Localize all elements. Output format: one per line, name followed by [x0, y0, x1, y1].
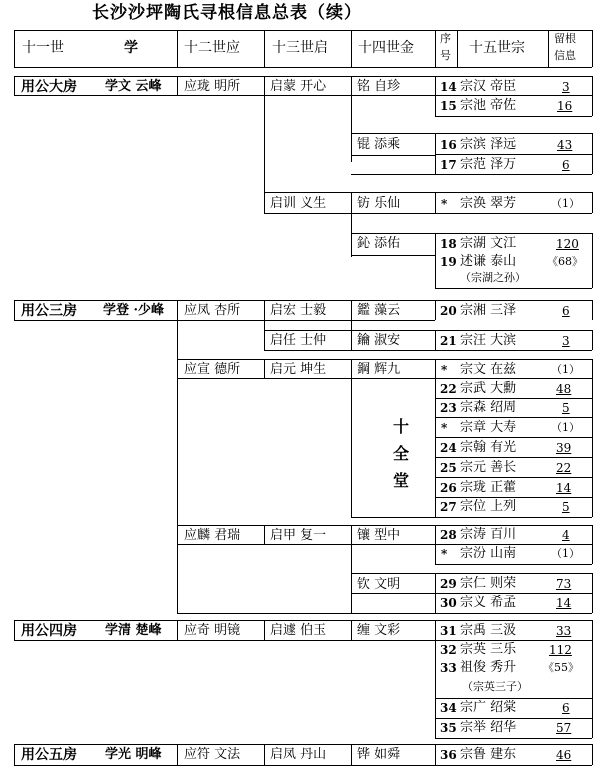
row-name: 宗池 帝佐: [460, 98, 517, 113]
row-info: 57: [556, 721, 572, 735]
gen14-name: 缠 文彩: [357, 623, 401, 638]
gen14-name: 铭 自珍: [357, 79, 401, 94]
gen11-name: 学登 ·少峰: [103, 303, 165, 318]
row-info: 46: [556, 748, 572, 762]
row-no: 30: [440, 596, 457, 610]
row-name: 宗翰 有光: [460, 440, 517, 455]
row-name: 宗鲁 建东: [460, 747, 517, 762]
row-info: 3: [562, 334, 570, 348]
row-no: 22: [440, 382, 457, 396]
row-no: 20: [440, 304, 457, 318]
row-no: 27: [440, 500, 457, 514]
row-info: 43: [557, 138, 573, 152]
row-info: 14: [556, 481, 572, 495]
row-no: 14: [440, 80, 457, 94]
row-info: 5: [562, 401, 570, 415]
gen13-name: 启训 义生: [270, 196, 327, 211]
header-gen14: 十四世金: [358, 40, 414, 56]
row-name: 宗湘 三泽: [460, 303, 517, 318]
gen13-name: 启甲 复一: [270, 528, 327, 543]
row-no: *: [441, 421, 448, 435]
row-info: （1）: [551, 363, 580, 376]
row-name: 宗仁 则荣: [460, 576, 517, 591]
row-no: 29: [440, 577, 457, 591]
gen14-name: 鑑 藻云: [357, 303, 401, 318]
row-no: 33: [440, 661, 457, 675]
branch-label: 用公大房: [21, 79, 77, 95]
gen12-name: 应宣 德所: [184, 362, 241, 377]
branch-label: 用公三房: [21, 303, 77, 319]
gen14-name: 鋼 辉九: [357, 362, 401, 377]
row-no: *: [441, 363, 448, 377]
row-no: *: [441, 197, 448, 211]
header-seq-2: 号: [440, 49, 451, 62]
gen14-name: 锟 添乘: [357, 137, 401, 152]
header-gen11: 十一世: [22, 40, 64, 56]
row-no: 21: [440, 334, 457, 348]
row-info: 22: [556, 461, 572, 475]
row-name: 宗森 绍周: [460, 400, 517, 415]
gen12-name: 应奇 明镜: [184, 623, 241, 638]
row-note: （宗湖之孙）: [460, 271, 526, 284]
row-info: 3: [562, 80, 570, 94]
row-no: 31: [440, 624, 457, 638]
row-info: 6: [562, 158, 570, 172]
row-info: （1）: [551, 421, 580, 434]
row-info: 120: [556, 237, 579, 251]
row-no: 16: [440, 138, 457, 152]
row-no: 26: [440, 481, 457, 495]
branch-label: 用公五房: [21, 747, 77, 763]
header-gen11-char: 学: [124, 40, 138, 56]
gen13-name: 启遽 伯玉: [270, 623, 327, 638]
row-info: 4: [562, 528, 570, 542]
row-info: （1）: [551, 547, 580, 560]
gen13-name: 启凤 丹山: [270, 747, 327, 762]
gen14-name: 镶 型中: [357, 528, 401, 543]
row-no: 35: [440, 721, 457, 735]
row-no: 17: [440, 158, 457, 172]
gen13-name: 启元 坤生: [270, 362, 327, 377]
row-no: 23: [440, 401, 457, 415]
tang-char: 十: [393, 417, 410, 436]
header-info-2: 信息: [554, 49, 576, 62]
row-info: 《55》: [543, 661, 579, 674]
row-name: 宗珑 正藿: [460, 480, 517, 495]
row-no: 15: [440, 99, 457, 113]
row-no: 34: [440, 701, 457, 715]
row-info: 14: [556, 596, 572, 610]
tang-char: 堂: [393, 471, 410, 490]
row-note: （宗英三子）: [462, 680, 528, 693]
row-name: 祖俊 秀升: [460, 660, 517, 675]
row-info: 112: [549, 643, 572, 657]
page-title: 长沙沙坪陶氏寻根信息总表（续）: [92, 3, 362, 23]
gen12-name: 应珑 明所: [184, 79, 241, 94]
row-info: 《68》: [547, 255, 583, 268]
row-name: 宗滨 泽远: [460, 137, 517, 152]
branch-label: 用公四房: [21, 623, 77, 639]
gen14-name: 鑰 淑安: [357, 333, 401, 348]
gen14-name: 铧 如舜: [357, 747, 401, 762]
row-name: 宗广 绍棠: [460, 700, 517, 715]
row-info: 73: [556, 577, 572, 591]
header-gen15: 十五世宗: [469, 40, 525, 56]
row-name: 宗汾 山南: [460, 546, 517, 561]
row-no: 36: [440, 748, 457, 762]
gen13-name: 启宏 士毅: [270, 303, 327, 318]
row-name: 宗章 大寿: [460, 420, 517, 435]
gen12-name: 应麟 君瑞: [184, 528, 241, 543]
row-name: 述谦 泰山: [460, 254, 517, 269]
row-name: 宗英 三乐: [460, 642, 517, 657]
row-no: 18: [440, 237, 457, 251]
gen12-name: 应凤 杏所: [184, 303, 241, 318]
row-info: （1）: [551, 197, 580, 210]
gen11-name: 学文 云峰: [105, 79, 162, 94]
gen14-name: 钫 乐仙: [357, 196, 401, 211]
gen13-name: 启任 士仲: [270, 333, 327, 348]
row-info: 5: [562, 500, 570, 514]
row-info: 6: [562, 304, 570, 318]
gen11-name: 学清 楚峰: [105, 623, 162, 638]
row-no: 25: [440, 461, 457, 475]
row-name: 宗汪 大滨: [460, 333, 517, 348]
header-seq-1: 序: [440, 32, 451, 45]
row-name: 宗涣 翠芳: [460, 196, 517, 211]
header-gen12: 十二世应: [184, 40, 240, 56]
row-name: 宗禹 三汲: [460, 623, 517, 638]
header-gen13: 十三世启: [272, 40, 328, 56]
row-info: 6: [562, 701, 570, 715]
row-no: 32: [440, 643, 457, 657]
row-info: 39: [556, 441, 572, 455]
gen13-name: 启蒙 开心: [270, 79, 327, 94]
row-name: 宗涛 百川: [460, 527, 517, 542]
row-no: 24: [440, 441, 457, 455]
header-info-1: 留根: [554, 32, 576, 45]
gen12-name: 应符 文法: [184, 747, 241, 762]
row-no: 28: [440, 528, 457, 542]
row-name: 宗元 善长: [460, 460, 517, 475]
row-info: 48: [556, 382, 572, 396]
row-no: 19: [440, 255, 457, 269]
row-name: 宗湖 文江: [460, 236, 517, 251]
row-info: 33: [556, 624, 572, 638]
row-name: 宗举 绍华: [460, 720, 517, 735]
row-no: *: [441, 547, 448, 561]
gen11-name: 学光 明峰: [105, 747, 162, 762]
row-name: 宗义 希孟: [460, 595, 517, 610]
row-name: 宗汉 帝臣: [460, 79, 517, 94]
row-name: 宗武 大勳: [460, 381, 517, 396]
tang-char: 全: [393, 444, 410, 463]
row-info: 16: [557, 99, 573, 113]
row-name: 宗位 上列: [460, 499, 517, 514]
row-name: 宗文 在兹: [460, 362, 517, 377]
gen14-name: 钦 文明: [357, 577, 401, 592]
row-name: 宗范 泽万: [460, 157, 517, 172]
gen14-name: 鈊 添佑: [357, 236, 401, 251]
